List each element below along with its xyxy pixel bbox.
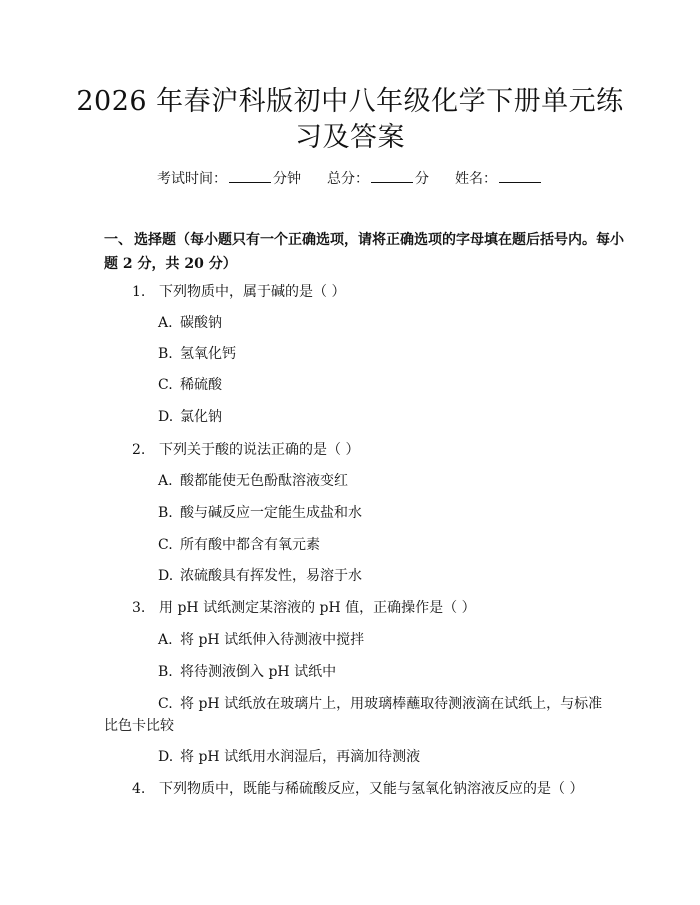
- option-text: 所有酸中都含有氧元素: [180, 537, 320, 553]
- question-text: 下列物质中，既能与稀硫酸反应，又能与氢氧化钠溶液反应的是（ ）: [159, 781, 584, 797]
- option-letter: B.: [158, 505, 173, 521]
- option-letter: A.: [158, 315, 173, 331]
- option-text: 将 pH 试纸伸入待测液中搅拌: [180, 632, 365, 648]
- question-3-option-d: [158, 747, 420, 767]
- option-text: 酸都能使无色酚酞溶液变红: [180, 473, 348, 489]
- question-number: 3.: [132, 600, 146, 616]
- student-name-field: [455, 168, 543, 189]
- option-text: 将 pH 试纸放在玻璃片上，用玻璃棒蘸取待测液滴在试纸上，与标准比色卡比较: [104, 696, 603, 734]
- option-letter: A.: [158, 632, 173, 648]
- question-1-option-b: [158, 344, 236, 364]
- option-text: 氢氧化钙: [180, 346, 236, 362]
- question-4-stem: [132, 779, 583, 799]
- question-2-option-c: [158, 535, 320, 555]
- exam-time-field: [157, 168, 301, 189]
- question-2-option-b: [158, 503, 362, 523]
- option-text: 稀硫酸: [180, 377, 222, 393]
- option-letter: C.: [158, 377, 173, 393]
- option-letter: C.: [158, 537, 173, 553]
- option-letter: A.: [158, 473, 173, 489]
- document-title-line-1: 2026 年春沪科版初中八年级化学下册单元练: [76, 86, 624, 117]
- option-letter: D.: [158, 749, 174, 765]
- student-name-blank: [499, 168, 541, 183]
- option-letter: B.: [158, 346, 173, 362]
- question-2-option-d: [158, 566, 362, 586]
- exam-info-line: [0, 168, 700, 189]
- question-1-option-d: [158, 407, 222, 427]
- question-1-option-c: [158, 375, 222, 395]
- option-text: 将 pH 试纸用水润湿后，再滴加待测液: [180, 749, 421, 765]
- option-letter: C.: [158, 696, 173, 712]
- question-number: 2.: [132, 442, 146, 458]
- question-number: 1.: [132, 284, 146, 300]
- question-1-option-a: [158, 313, 222, 333]
- question-text: 用 pH 试纸测定某溶液的 pH 值，正确操作是（ ）: [159, 600, 476, 616]
- question-1-stem: [132, 282, 345, 302]
- student-name-label: 姓名：: [455, 171, 497, 187]
- option-letter: D.: [158, 568, 174, 584]
- exam-time-blank: [229, 168, 271, 183]
- option-text: 浓硫酸具有挥发性，易溶于水: [180, 568, 362, 584]
- question-text: 下列关于酸的说法正确的是（ ）: [159, 442, 360, 458]
- option-text: 将待测液倒入 pH 试纸中: [180, 664, 337, 680]
- question-number: 4.: [132, 781, 146, 797]
- section-heading: [104, 228, 624, 276]
- total-score-field: [327, 168, 429, 189]
- total-score-label: 总分：: [327, 171, 369, 187]
- question-3-option-c: [104, 693, 606, 737]
- question-3-option-a: [158, 630, 364, 650]
- option-text: 氯化钠: [180, 409, 222, 425]
- exam-time-label: 考试时间：: [157, 171, 227, 187]
- option-letter: D.: [158, 409, 174, 425]
- total-score-blank: [371, 168, 413, 183]
- option-text: 酸与碱反应一定能生成盐和水: [180, 505, 362, 521]
- exam-time-unit: 分钟: [273, 171, 301, 187]
- question-text: 下列物质中，属于碱的是（ ）: [159, 284, 346, 300]
- option-text: 碳酸钠: [180, 315, 222, 331]
- section-instructions: 选择题（每小题只有一个正确选项，请将正确选项的字母填在题后括号内。每小题 2 分，共 20 分）: [104, 232, 624, 272]
- question-3-option-b: [158, 662, 336, 682]
- document-title-line-2: 习及答案: [295, 122, 405, 153]
- question-2-stem: [132, 440, 359, 460]
- total-score-unit: 分: [415, 171, 429, 187]
- section-number: 一、: [104, 232, 132, 248]
- question-3-stem: [132, 598, 476, 618]
- option-letter: B.: [158, 664, 173, 680]
- question-2-option-a: [158, 471, 348, 491]
